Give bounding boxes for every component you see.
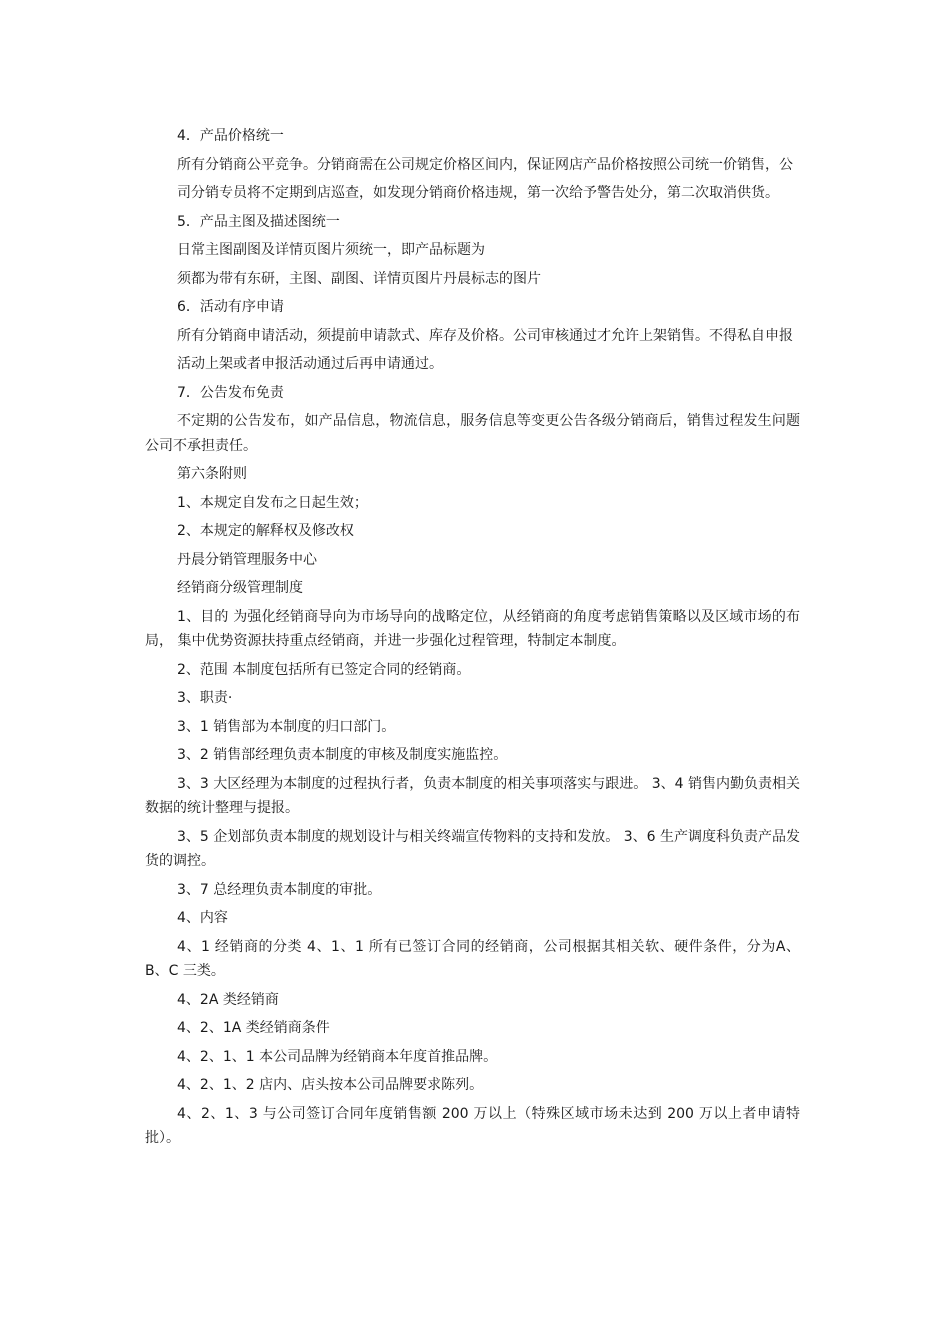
paragraph-condition-3: 4、2、1、3 与公司签订合同年度销售额 200 万以上（特殊区域市场未达到 200 万以上者申请特批）。 (145, 1105, 800, 1146)
paragraph-resp-3-2: 3、2 销售部经理负责本制度的审核及制度实施监控。 (177, 747, 508, 763)
list-item-interpretation: 2、本规定的解释权及修改权 (177, 523, 354, 539)
paragraph-purpose: 1、目的 为强化经销商导向为市场导向的战略定位，从经销商的角度考虑销售策略以及区域市场的布局， 集中优势资源扶持重点经销商，并进一步强化过程管理，特制定本制度。 (145, 608, 800, 649)
heading-class-a-conditions: 4、2、1A 类经销商条件 (177, 1020, 330, 1036)
paragraph-activity-2: 活动上架或者申报活动通过后再申请通过。 (177, 356, 443, 372)
document-body (145, 124, 800, 1155)
paragraph-main-image-1: 日常主图副图及详情页图片须统一，即产品标题为 (177, 242, 485, 258)
paragraph-resp-3-1: 3、1 销售部为本制度的归口部门。 (177, 718, 396, 735)
heading-disclaimer: 7．公告发布免责 (177, 384, 284, 401)
paragraph-price-competition: 所有分销商公平竞争。分销商需在公司规定价格区间内，保证网店产品价格按照公司统一价销售，公 (177, 156, 793, 173)
heading-activity-application: 6．活动有序申请 (177, 299, 284, 315)
list-item-effective: 1、本规定自发布之日起生效； (177, 494, 368, 511)
heading-class-a-dealer: 4、2A 类经销商 (177, 991, 279, 1008)
paragraph-price-inspection: 司分销专员将不定期到店巡查，如发现分销商价格违规，第一次给予警告处分，第二次取消供货。 (177, 185, 779, 201)
paragraph-scope: 2、范围 本制度包括所有已签定合同的经销商。 (177, 661, 471, 678)
paragraph-condition-2: 4、2、1、2 店内、店头按本公司品牌要求陈列。 (177, 1077, 484, 1093)
paragraph-activity-1: 所有分销商申请活动，须提前申请款式、库存及价格。公司审核通过才允许上架销售。不得私自申报 (177, 327, 793, 344)
section-title-dealer-grading: 经销商分级管理制度 (177, 580, 303, 596)
paragraph-resp-3-5: 3、5 企划部负责本制度的规划设计与相关终端宣传物料的支持和发放。 3、6 生产调度科负责产品发货的调控。 (145, 828, 800, 869)
paragraph-resp-3-7: 3、7 总经理负责本制度的审批。 (177, 881, 382, 898)
heading-article-six: 第六条附则 (177, 466, 247, 482)
issuer-name: 丹晨分销管理服务中心 (177, 551, 317, 568)
paragraph-condition-1: 4、2、1、1 本公司品牌为经销商本年度首推品牌。 (177, 1048, 498, 1065)
heading-main-image: 5．产品主图及描述图统一 (177, 213, 340, 230)
heading-price-unification: 4．产品价格统一 (177, 128, 284, 144)
paragraph-main-image-2: 须都为带有东研，主图、副图、详情页图片丹晨标志的图片 (177, 270, 541, 287)
heading-responsibilities: 3、职责· (177, 690, 233, 706)
heading-content: 4、内容 (177, 910, 228, 926)
paragraph-classification: 4、1 经销商的分类 4、1、1 所有已签订合同的经销商，公司根据其相关软、硬件条件，分为A、B、C 三类。 (145, 938, 800, 979)
paragraph-resp-3-3: 3、3 大区经理为本制度的过程执行者，负责本制度的相关事项落实与跟进。 3、4 销售内勤负责相关数据的统计整理与提报。 (145, 775, 800, 816)
paragraph-disclaimer: 不定期的公告发布，如产品信息，物流信息，服务信息等变更公告各级分销商后，销售过程发生问题公司不承担责任。 (145, 413, 800, 454)
